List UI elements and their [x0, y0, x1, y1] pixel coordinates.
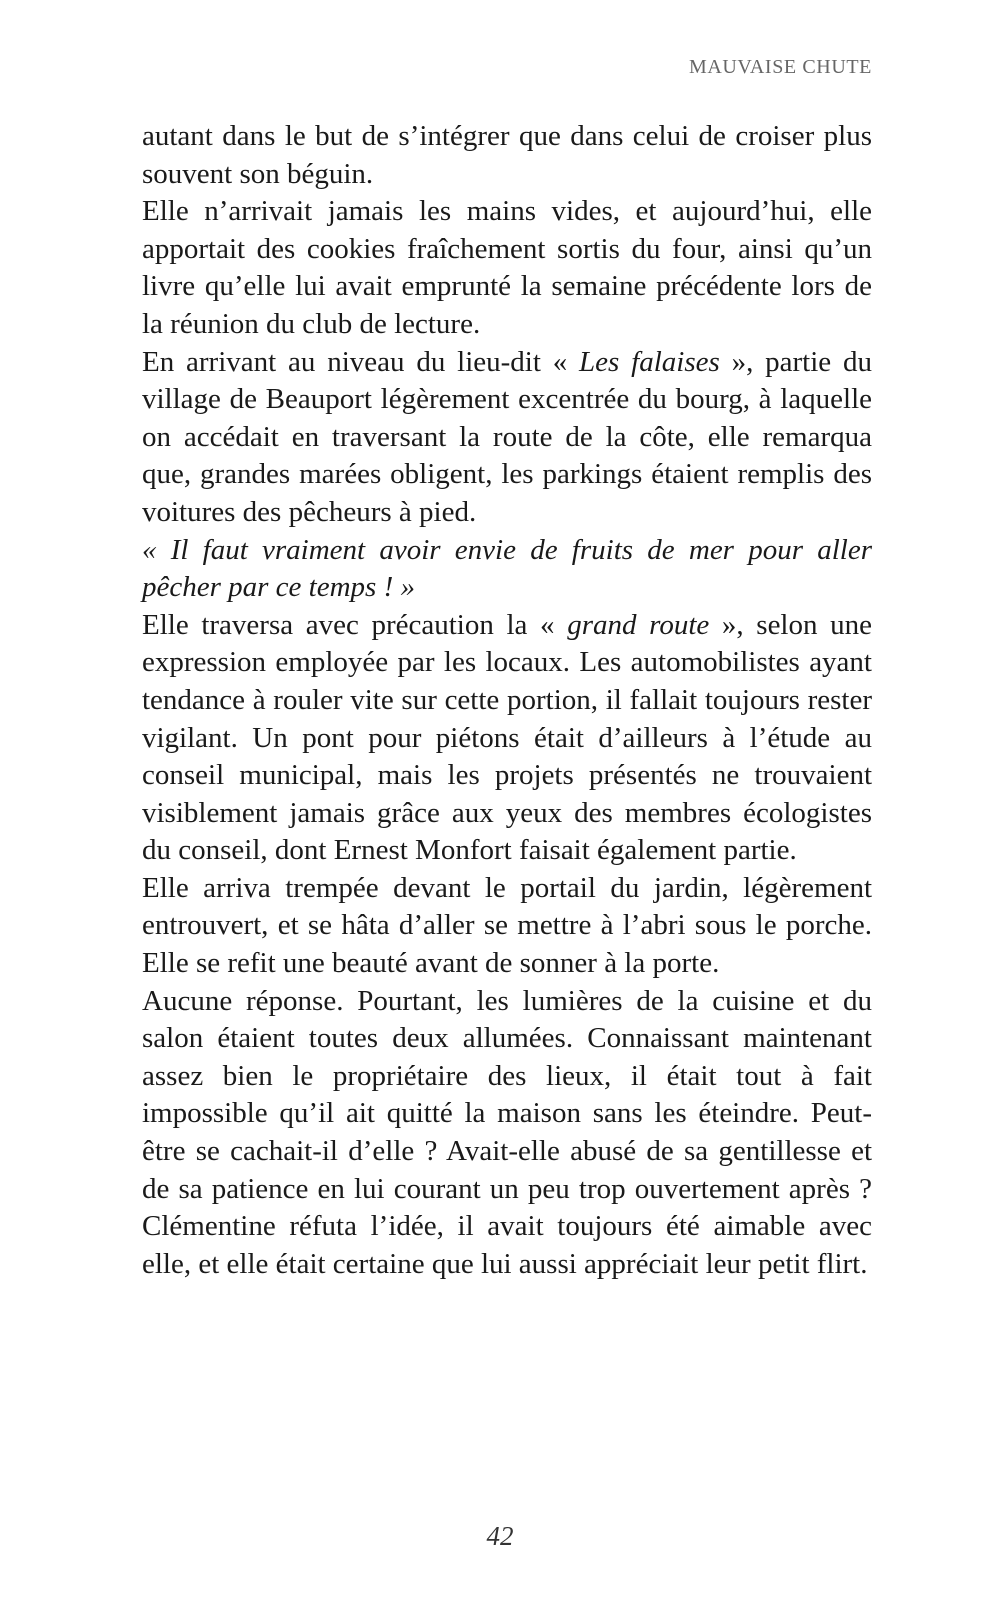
paragraph — [142, 118, 872, 193]
paragraph-quote — [142, 532, 872, 607]
page-body — [142, 118, 872, 1283]
paragraph — [142, 870, 872, 983]
paragraph — [142, 193, 872, 343]
paragraph — [142, 344, 872, 532]
paragraph-text: Aucune réponse. Pourtant, les lumières de la cuisine et du salon étaient toutes deux allumées. Connaissant maintenant assez bien le propriétaire des lieux, il était tout à fait impossible qu’il ait quitté la maison sans les éteindre. Peut-être se cachait-il d’elle ? Avait-elle abusé de sa gentillesse et de sa patience en lui courant un peu trop ouvertement après ? Clémentine réfuta l’idée, il avait toujours été aimable avec elle, et elle était certaine que lui aussi appréciait leur petit flirt. — [142, 984, 872, 1280]
running-header: MAUVAISE CHUTE — [688, 56, 872, 78]
paragraph-text: Elle arriva trempée devant le portail du jardin, légèrement entrouvert, et se hâta d’aller se mettre à l’abri sous le porche. Elle se refit une beauté avant de sonner à la porte. — [142, 871, 872, 980]
paragraph — [142, 607, 872, 870]
paragraph-text: », selon une expression employée par les locaux. Les automobilistes ayant tendance à rouler vite sur cette portion, il fallait toujours rester vigilant. Un pont pour piétons était d’ailleurs à l’étude au conseil municipal, mais les projets présentés ne trouvaient visiblement jamais grâce aux yeux des membres écologistes du conseil, dont Ernest Monfort faisait également partie. — [142, 608, 872, 867]
paragraph-text: Elle n’arrivait jamais les mains vides, et aujourd’hui, elle apportait des cookies fraîchement sortis du four, ainsi qu’un livre qu’elle lui avait emprunté la semaine précédente lors de la réunion du club de lecture. — [142, 195, 872, 340]
paragraph-text: En arrivant au niveau du lieu-dit « — [142, 345, 580, 378]
paragraph — [142, 983, 872, 1284]
page-number: 42 — [486, 1521, 514, 1551]
expression-italic: grand route — [567, 608, 710, 641]
paragraph-text: autant dans le but de s’intégrer que dans celui de croiser plus souvent son béguin. — [142, 120, 872, 190]
inner-thought-italic: « Il faut vraiment avoir envie de fruits de mer pour aller pêcher par ce temps ! » — [142, 533, 872, 604]
paragraph-text: », partie du village de Beauport légèrement excentrée du bourg, à laquelle on accédait en traversant la route de la côte, elle remarqua que, grandes marées obligent, les parkings étaient remplis des voitures des pêcheurs à pied. — [142, 345, 872, 528]
place-name-italic: Les falaises — [579, 345, 720, 378]
paragraph-text: Elle traversa avec précaution la « — [142, 608, 568, 641]
